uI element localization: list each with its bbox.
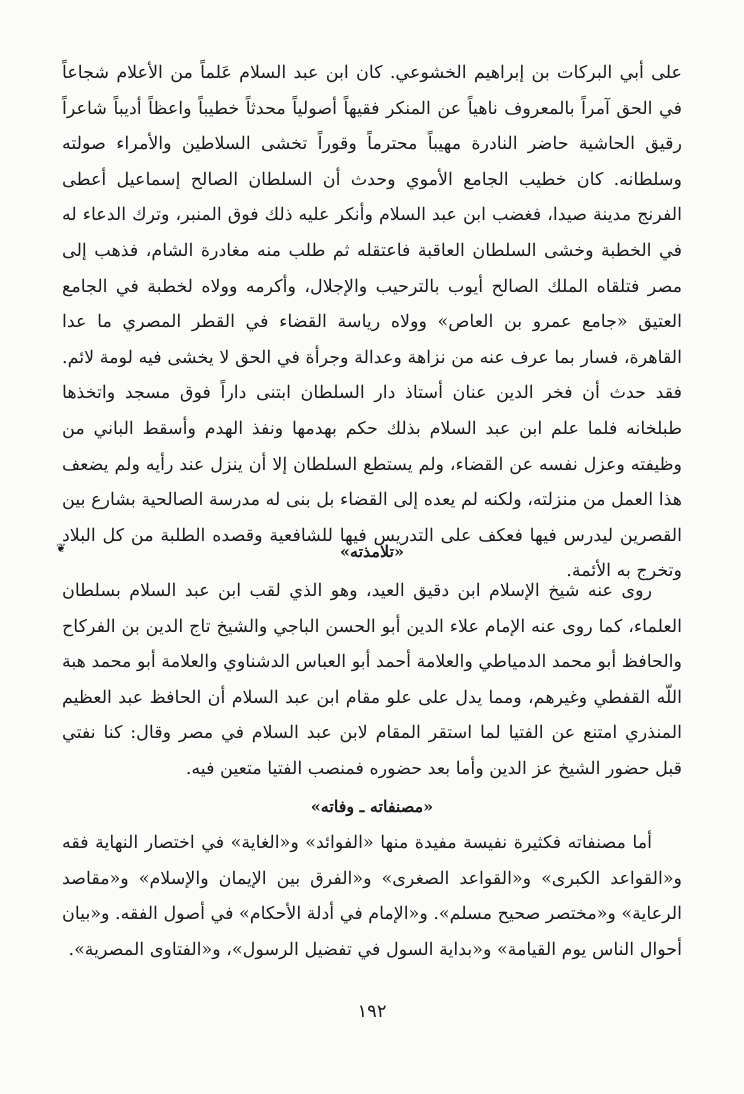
fleuron-ornament: ❦ — [56, 541, 67, 555]
works-paragraph: أما مصنفاته فكثيرة نفيسة مفيدة منها «الفوائد» و«الغاية» في اختصار النهاية فقه و«القواعد الكبرى» و«القواعد الصغرى» و«الفرق بين الإيمان والإسلام» و«مقاصد الرعاية» و«مختصر صحيح مسلم». و«الإمام في أدلة الأحكام» في أصول الفقه. و«بيان أحوال الناس يوم القيامة» و«بداية السول في تفضيل الرسول»، و«الفتاوى المصرية». — [62, 833, 682, 960]
biography-paragraph: على أبي البركات بن إبراهيم الخشوعي. كان ابن عبد السلام عَلماً من الأعلام شجاعاً في الحق آمراً بالمعروف ناهياً عن المنكر فقيهاً أصولياً محدثاً خطيباً واعظاً أديباً شاعراً رقيق الحاشية حاضر النادرة مهيباً محترماً وقوراً تخشى السلاطين والأمراء صولته وسلطانه. كان خطيب الجامع الأموي وحدث أن السلطان الصالح إسماعيل أعطى الفرنج مدينة صيدا، فغضب ابن عبد السلام وأنكر عليه ذلك فوق المنبر، وترك الدعاء له في الخطبة وخشى السلطان العاقبة فاعتقله ثم طلب منه مغادرة الشام، فذهب إلى مصر فتلقاه الملك الصالح أيوب بالترحيب والإجلال، وأكرمه وولاه لخطبة في الجامع العتيق «جامع عمرو بن العاص» وولاه رياسة القضاء في القطر المصري ما عدا القاهرة، فسار بما عرف عنه من نزاهة وعدالة وجرأة في الحق لا يخشى فيه لومة لائم. فقد حدث أن فخر الدين عنان أستاذ دار السلطان ابتنى داراً فوق مسجد واتخذها طبلخانه فلما علم ابن عبد السلام بذلك حكم بهدمها ونفذ الهدم وأسقط الباني من وظيفته وعزل نفسه عن القضاء، ولم يستطع السلطان إلا أن ينزل عند رأيه ولم يضعف هذا العمل من منزلته، ولكنه لم يعده إلى القضاء بل بنى له مدرسة الصالحية بشارع بين القصرين ليدرس فيها فعكف على التدريس فيها للشافعية وقصده الطلبة من كل البلاد وتخرج به الأئمة. — [62, 63, 682, 582]
page-number: ١٩٢ — [357, 1001, 387, 1022]
students-paragraph: روى عنه شيخ الإسلام ابن دقيق العيد، وهو الذي لقب ابن عبد السلام بسلطان العلماء، كما روى عنه الإمام علاء الدين أبو الحسن الباجي والشيخ تاج الدين بن الفركاح والحافظ أبو محمد الدمياطي والعلامة أحمد أبو العباس الدشناوي والعلامة أبو محمد هبة اللّه القفطي وغيرهم، ومما يدل على علو مقام ابن عبد السلام أن الحافظ عبد العظيم المنذري امتنع عن الفتيا لما استقر المقام لابن عبد السلام في مصر وقال: كنا نفتي قبل حضور الشيخ عز الدين وأما بعد حضوره فمنصب الفتيا متعين فيه. — [61, 581, 682, 779]
works-section — [62, 826, 682, 968]
students-section — [62, 574, 682, 788]
works-death-heading: «مصنفاته ـ وفاته» — [310, 797, 434, 816]
biography-section — [62, 56, 682, 590]
students-heading: «تلامذته» — [340, 542, 404, 561]
